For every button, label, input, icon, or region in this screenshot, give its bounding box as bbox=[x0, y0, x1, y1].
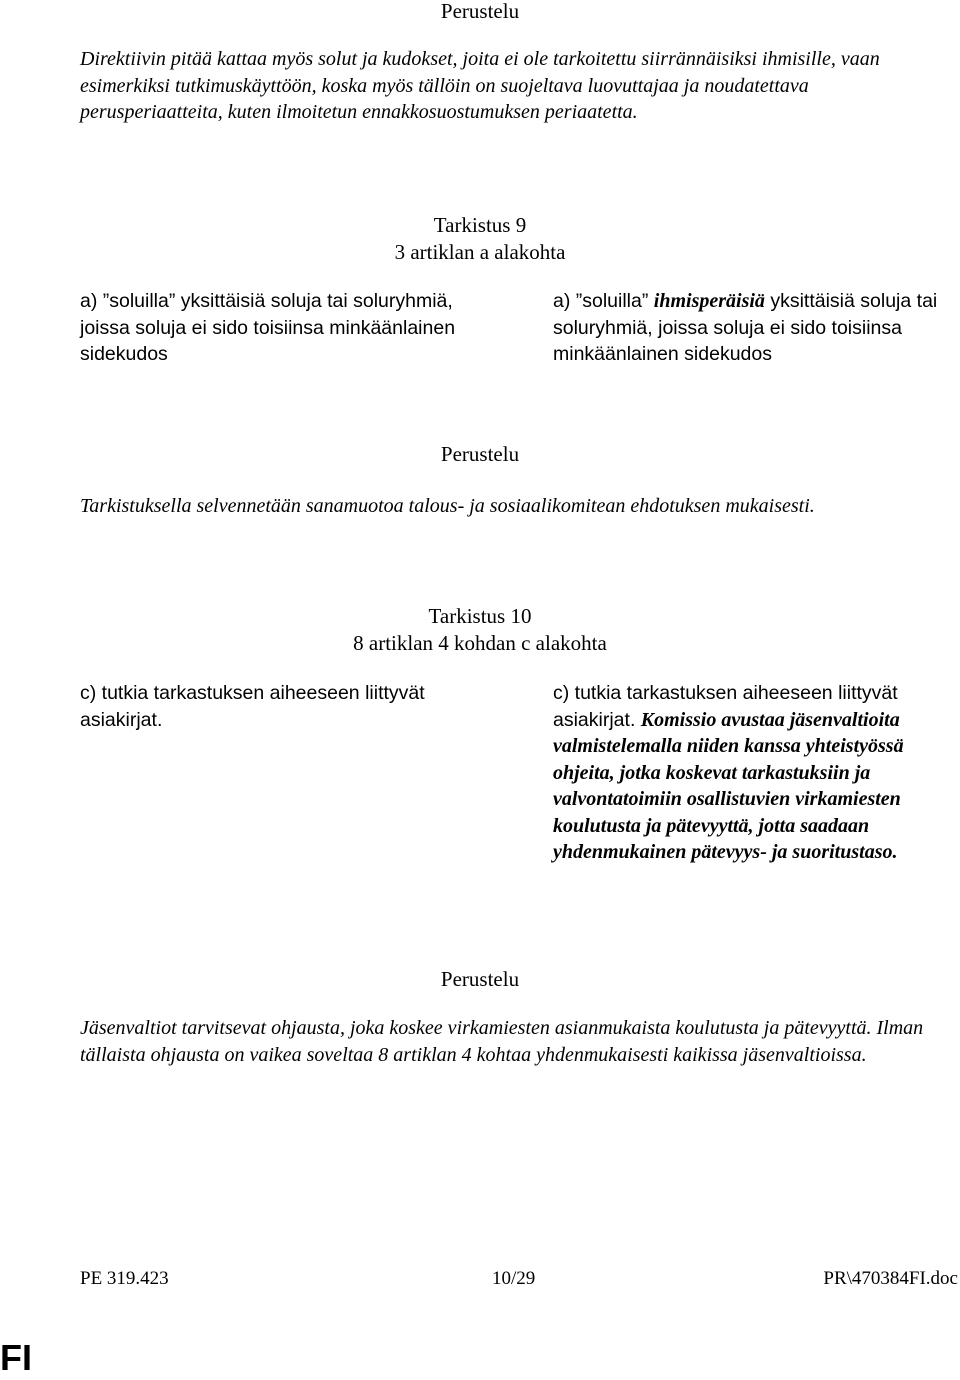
justification-text-3: Jäsenvaltiot tarvitsevat ohjausta, joka koskee virkamiesten asianmukaista koulutusta ja pätevyyttä. Ilman tällaista ohjausta on vaikea soveltaa 8 artiklan 4 kohtaa yhdenmukaisesti kaikissa jäsenvaltioissa. bbox=[80, 1017, 924, 1066]
amendment-9-subtitle: 3 artiklan a alakohta bbox=[394, 240, 566, 264]
amendment-10-original-text: c) tutkia tarkastuksen aiheeseen liittyvät asiakirjat. bbox=[80, 682, 425, 731]
amendment-9-amended-text bbox=[553, 288, 958, 368]
justification-heading-2: Perustelu bbox=[440, 442, 520, 466]
footer-document-reference: PE 319.423 bbox=[80, 1268, 169, 1289]
amendment-10-amended-before: c) tutkia tarkastuksen aiheeseen liittyvät asiakirjat. bbox=[553, 682, 898, 731]
amendment-10-amended-text bbox=[553, 680, 958, 866]
footer-file-name: PR\470384FI.doc bbox=[823, 1268, 958, 1289]
amendment-9-amended-emphasis: ihmisperäisiä bbox=[653, 290, 765, 312]
amendment-9-amended-after: yksittäisiä soluja tai soluryhmiä, joissa soluja ei sido toisiinsa minkäänlainen sidekudos bbox=[553, 290, 938, 365]
footer-page-number: 10/29 bbox=[492, 1268, 536, 1289]
amendment-10-amended-emphasis: Komissio avustaa jäsenvaltioita valmistelemalla niiden kanssa yhteistyössä ohjeita, jotka koskevat tarkastuksiin ja valvontatoimiin osallistuvien virkamiesten koulutusta ja pätevyyttä, jotta saadaan yhdenmukainen pätevyys- ja suoritustaso. bbox=[553, 708, 904, 863]
justification-heading-3: Perustelu bbox=[440, 967, 520, 991]
justification-text-2: Tarkistuksella selvennetään sanamuotoa talous- ja sosiaalikomitean ehdotuksen mukaisesti. bbox=[80, 495, 815, 517]
amendment-10-subtitle: 8 artiklan 4 kohdan c alakohta bbox=[353, 631, 607, 655]
language-code: FI bbox=[0, 1337, 32, 1378]
justification-text-1: Direktiivin pitää kattaa myös solut ja kudokset, joita ei ole tarkoitettu siirrännäisiksi ihmisille, vaan esimerkiksi tutkimuskäyttöön, koska myös tällöin on suojeltava luovuttajaa ja noudatettava perusperiaatteita, kuten ilmoitetun ennakkosuostumuksen periaatetta. bbox=[80, 48, 880, 123]
amendment-10-title: Tarkistus 10 bbox=[428, 604, 532, 628]
amendment-9-title: Tarkistus 9 bbox=[433, 213, 527, 237]
justification-heading-1: Perustelu bbox=[440, 0, 520, 23]
amendment-9-original-text: a) ”soluilla” yksittäisiä soluja tai soluryhmiä, joissa soluja ei sido toisiinsa minkäänlainen sidekudos bbox=[80, 290, 456, 365]
amendment-9-amended-before: a) ”soluilla” bbox=[553, 290, 654, 312]
